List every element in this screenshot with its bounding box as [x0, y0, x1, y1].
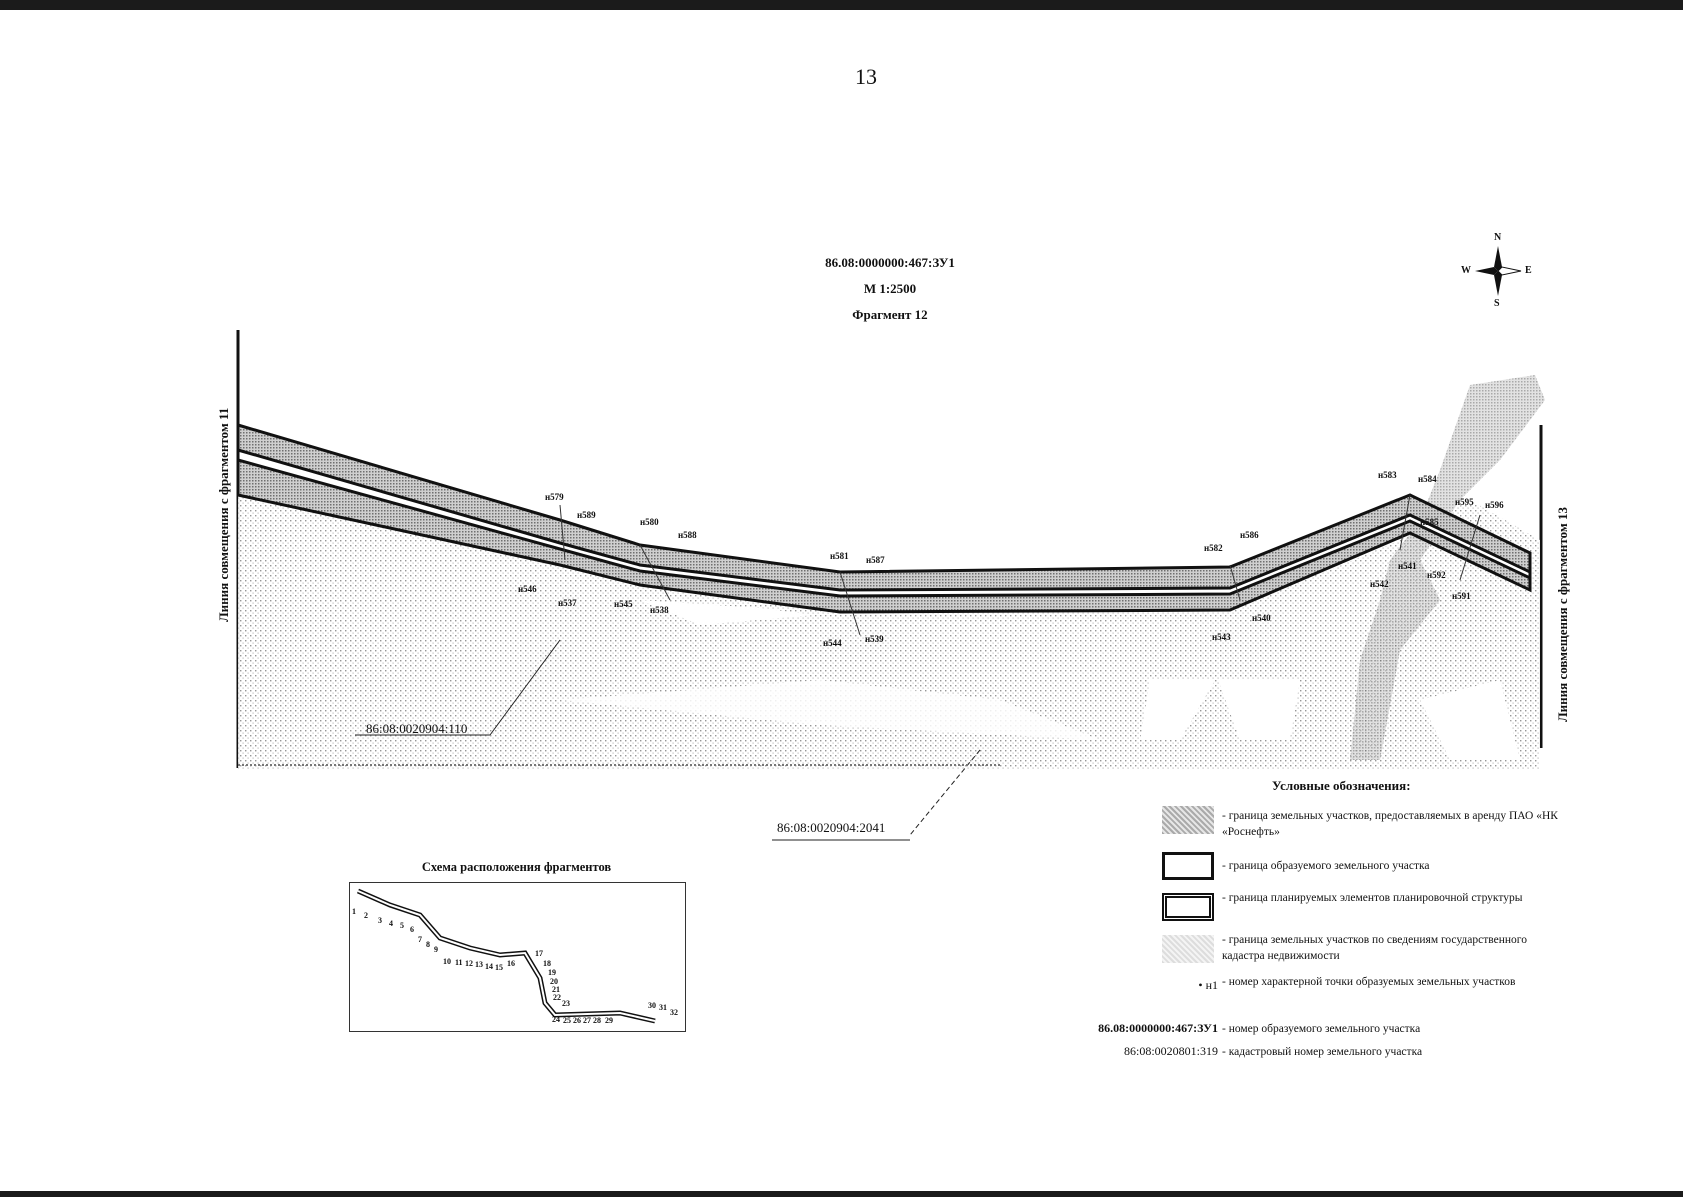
scheme-number: 5	[400, 921, 404, 930]
legend-parcel-number-text: - номер образуемого земельного участка	[1222, 1023, 1421, 1035]
point-label: н580	[640, 517, 659, 527]
point-label: н546	[518, 584, 537, 594]
scheme-number: 20	[550, 977, 558, 986]
point-label: н591	[1452, 591, 1471, 601]
legend-parcel-number-key: 86.08:0000000:467:ЗУ1	[1098, 1021, 1218, 1035]
compass-east: E	[1525, 265, 1532, 276]
scheme-number: 29	[605, 1016, 613, 1025]
point-label: н589	[577, 510, 596, 520]
left-match-label: Линия совмещения с фрагментом 11	[216, 407, 231, 622]
legend-lease-text: - граница земельных участков, предоставляемых в аренду ПАО «НК «Роснефть»	[1222, 810, 1558, 838]
scheme-number: 11	[455, 958, 463, 967]
cadastral-label: 86:08:0020904:110	[366, 721, 468, 736]
scheme-number: 12	[465, 959, 473, 968]
fragment-label: Фрагмент 12	[852, 307, 928, 322]
point-label: н581	[830, 551, 849, 561]
scheme-number: 15	[495, 963, 503, 972]
point-label: н582	[1204, 543, 1223, 553]
legend-gkn-symbol	[1162, 935, 1214, 963]
point-label: н541	[1398, 561, 1417, 571]
scheme-number: 27	[583, 1016, 591, 1025]
right-match-label: Линия совмещения с фрагментом 13	[1555, 507, 1570, 722]
point-label: н538	[650, 605, 669, 615]
scheme-number: 18	[543, 959, 551, 968]
point-label: н583	[1378, 470, 1397, 480]
parcel-number-title: 86.08:0000000:467:ЗУ1	[825, 255, 955, 270]
point-label: н588	[678, 530, 697, 540]
point-label: н545	[614, 599, 633, 609]
legend-cadastral-text: - кадастровый номер земельного участка	[1222, 1046, 1423, 1058]
scheme-number: 23	[562, 999, 570, 1008]
scheme-number: 3	[378, 916, 382, 925]
scheme-number: 28	[593, 1016, 601, 1025]
legend-parcel-symbol	[1162, 852, 1214, 880]
legend-point-key: • н1	[1198, 978, 1218, 992]
scheme-number: 2	[364, 911, 368, 920]
scheme-box	[349, 882, 686, 1032]
scheme-number: 14	[485, 962, 493, 971]
scheme-number: 13	[475, 960, 483, 969]
point-label: н537	[558, 598, 577, 608]
scheme-number: 16	[507, 959, 515, 968]
legend-planning-symbol	[1162, 893, 1214, 921]
scheme-number: 21	[552, 985, 560, 994]
scheme-number: 19	[548, 968, 556, 977]
point-label: н579	[545, 492, 564, 502]
compass-west: W	[1461, 265, 1471, 276]
point-label: н584	[1418, 474, 1437, 484]
page-number: 13	[855, 64, 877, 89]
scheme-number: 22	[553, 993, 561, 1002]
point-label: н596	[1485, 500, 1504, 510]
scheme-number: 6	[410, 925, 414, 934]
point-label: н543	[1212, 632, 1231, 642]
compass-north: N	[1494, 232, 1502, 243]
point-label: н587	[866, 555, 885, 565]
legend-planning-text: - граница планируемых элементов планировочной структуры	[1222, 892, 1523, 904]
point-label: н586	[1240, 530, 1259, 540]
legend-point-text: - номер характерной точки образуемых земельных участков	[1222, 976, 1516, 988]
legend-lease-symbol	[1162, 806, 1214, 834]
point-label: н595	[1455, 497, 1474, 507]
scheme-number: 8	[426, 940, 430, 949]
cadastral-label: 86:08:0020904:2041	[777, 820, 886, 835]
scheme-number: 31	[659, 1003, 667, 1012]
point-label: н542	[1370, 579, 1389, 589]
point-label: н592	[1427, 570, 1446, 580]
scheme-drawing	[350, 883, 685, 1031]
scheme-number: 24	[552, 1015, 560, 1024]
legend-title: Условные обозначения:	[1272, 778, 1411, 793]
scheme-number: 26	[573, 1016, 581, 1025]
scheme-number: 30	[648, 1001, 656, 1010]
scheme-number: 25	[563, 1016, 571, 1025]
scheme-number: 1	[352, 907, 356, 916]
legend-cadastral-key: 86:08:0020801:319	[1123, 1044, 1218, 1058]
scheme-number: 4	[389, 919, 393, 928]
scheme-number: 7	[418, 935, 422, 944]
point-label: н540	[1252, 613, 1271, 623]
legend-parcel-text: - граница образуемого земельного участка	[1222, 860, 1430, 872]
scheme-number: 10	[443, 957, 451, 966]
scheme-number: 32	[670, 1008, 678, 1017]
point-label: н585	[1420, 517, 1439, 527]
scheme-number: 9	[434, 945, 438, 954]
legend-gkn-text: - граница земельных участков по сведениям государственного кадастра недвижимости	[1222, 934, 1527, 962]
point-label: н544	[823, 638, 842, 648]
scale-label: М 1:2500	[863, 281, 917, 296]
scheme-title: Схема расположения фрагментов	[421, 860, 612, 874]
point-label: н539	[865, 634, 884, 644]
scheme-number: 17	[535, 949, 543, 958]
compass-south: S	[1494, 298, 1500, 309]
